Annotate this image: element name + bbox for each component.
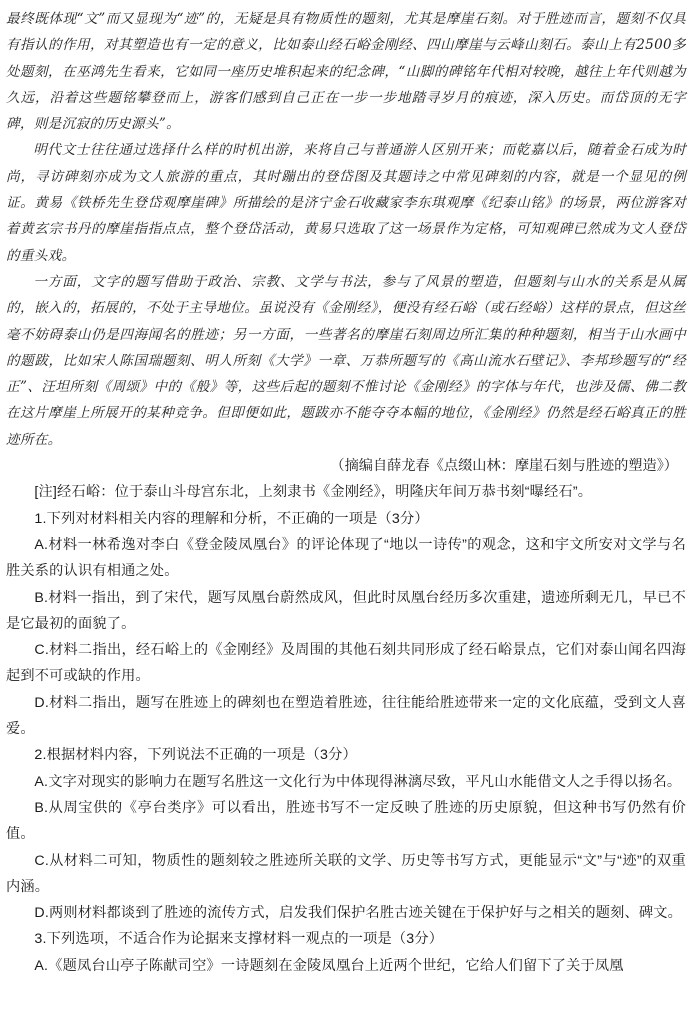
- questions-section: [6, 479, 686, 979]
- question-2-option-a: A.文字对现实的影响力在题写名胜这一文化行为中体现得淋漓尽致，平凡山水能借文人之手得以扬名。: [34, 773, 682, 790]
- question-3-option-a: A.《题凤台山亭子陈献司空》一诗题刻在金陵凤凰台上近两个世纪，它给人们留下了关于凤凰: [34, 957, 624, 974]
- passage-paragraph-3: 一方面，文字的题写借助于政治、宗教、文学与书法，参与了风景的塑造，但题刻与山水的关系是从属的，嵌入的，拓展的，不处于主导地位。虽说没有《金刚经》，便没有经石峪（或石经峪）这样的景点，但这丝毫不妨碍泰山仍是四海闻名的胜迹；另一方面，一些著名的摩崖石刻周边所汇集的种种题刻，相当于山水画中的题跋，比如宋人陈国瑞题刻、明人所刻《大学》一章、万恭所题写的《高山流水石壁记》、李邦珍题写的“经正”、汪坦所刻《周颂》中的《般》等，这些后起的题刻不惟讨论《金刚经》的字体与年代，也涉及儒、佛二教在这片摩崖上所展开的某种竞争。但即便如此，题跋亦不能夺夺本幅的地位，《金刚经》仍然是经石峪真正的胜迹所在。: [6, 273, 686, 448]
- annotation-note: [注]经石峪：位于泰山斗母宫东北，上刻隶书《金刚经》，明隆庆年间万恭书刻“曝经石”。: [34, 484, 593, 501]
- question-2-option-d: D.两则材料都谈到了胜迹的流传方式，启发我们保护名胜古迹关键在于保护好与之相关的题刻、碑文。: [34, 905, 683, 922]
- reading-passage: [6, 6, 686, 453]
- question-1-option-c: C.材料二指出，经石峪上的《金刚经》及周围的其他石刻共同形成了经石峪景点，它们对泰山闻名四海起到不可或缺的作用。: [6, 642, 686, 685]
- passage-source: （摘编自薛龙春《点缀山林：摩崖石刻与胜迹的塑造》）: [330, 458, 678, 475]
- question-1-stem: 1.下列对材料相关内容的理解和分析，不正确的一项是（3分）: [34, 510, 429, 527]
- question-1-option-d: D.材料二指出，题写在胜迹上的碑刻也在塑造着胜迹，往往能给胜迹带来一定的文化底蕴，受到文人喜爱。: [6, 694, 686, 738]
- question-1-option-b: B.材料一指出，到了宋代，题写凤凰台蔚然成风，但此时凤凰台经历多次重建，遗迹所剩无几，早已不是它最初的面貌了。: [6, 589, 686, 632]
- question-3-stem: 3.下列选项，不适合作为论据来支撑材料一观点的一项是（3分）: [34, 931, 444, 948]
- question-2-stem: 2.根据材料内容，下列说法不正确的一项是（3分）: [34, 747, 357, 764]
- question-2-option-c: C.从材料二可知，物质性的题刻较之胜迹所关联的文学、历史等书写方式，更能显示“文”与“迹”的双重内涵。: [6, 852, 686, 895]
- passage-paragraph-2: 明代文士往往通过选择什么样的时机出游，来将自己与普通游人区别开来；而乾嘉以后，随着金石成为时尚，寻访碑刻亦成为文人旅游的重点，其时蹦出的登岱图及其题诗之中常见碑刻的内容，就是一个显见的例证。黄易《铁桥先生登岱观摩崖碑》所描绘的是济宁金石收藏家李东琪观摩《纪泰山铭》的场景，两位游客对着黄玄宗书丹的摩崖指指点点，整个登岱活动，黄易只选取了这一场景作为定格，可知观碑已然成为文人登岱的重头戏。: [6, 142, 686, 264]
- question-1-option-a: A.材料一林希逸对李白《登金陵凤凰台》的评论体现了“地以一诗传”的观念，这和宇文所安对文学与名胜关系的认识有相通之处。: [6, 536, 686, 580]
- passage-paragraph-1: 最终既体现“文”而又显现为“迹”的，无疑是具有物质性的题刻，尤其是摩崖石刻。对于胜迹而言，题刻不仅具有指认的作用，对其塑造也有一定的意义，比如泰山经石峪金刚经、四山摩崖与云峰山刻石。泰山上有2500多处题刻，在巫鸿先生看来，它如同一座历史堆积起来的纪念碑，“山脚的碑铭年代相对较晚，越往上年代则越为久远，沿着这些题铭攀登而上，游客们感到自己正在一步一步地踏寻岁月的痕迹，深入历史。而岱顶的无字碑，则是沉寂的历史源头”。: [6, 11, 686, 133]
- question-2-option-b: B.从周宝供的《亭台类序》可以看出，胜迹书写不一定反映了胜迹的历史原貌，但这种书写仍然有价值。: [6, 799, 686, 843]
